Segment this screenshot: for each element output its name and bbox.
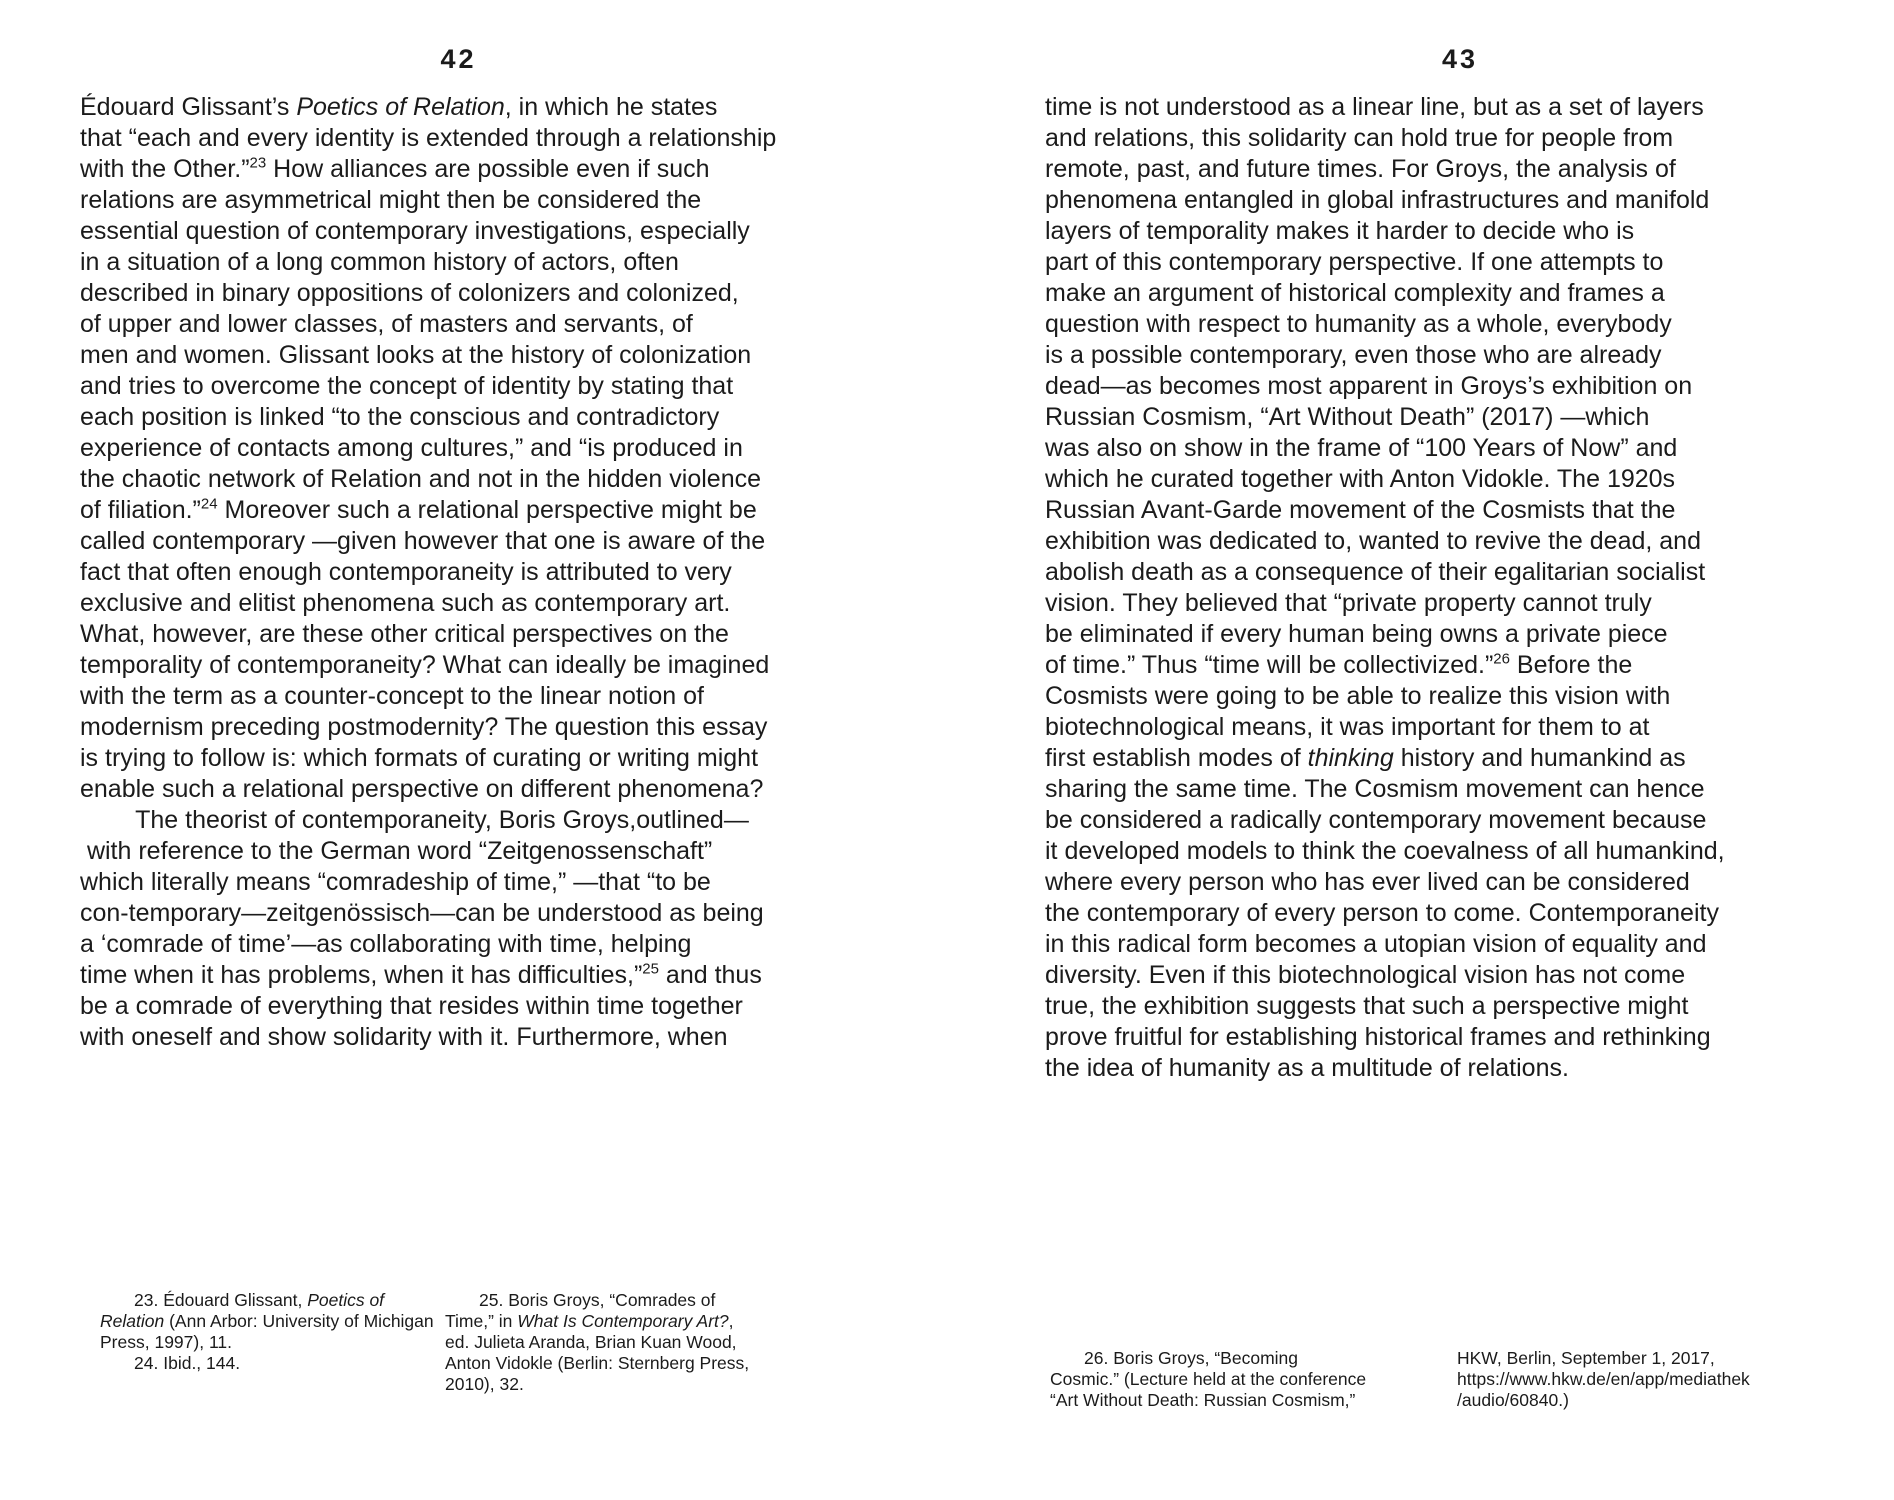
text-line: Cosmists were going to be able to realize this vision with xyxy=(1045,682,1671,710)
text-line: is a possible contemporary, even those who are already xyxy=(1045,341,1662,369)
text-line: first establish modes of thinking history and humankind as xyxy=(1045,744,1686,772)
text-line: is trying to follow is: which formats of curating or writing might xyxy=(80,744,759,772)
text-line: that “each and every identity is extended through a relationship xyxy=(80,124,777,152)
text-line: The theorist of contemporaneity, Boris Groys,outlined— xyxy=(80,806,749,834)
text-line: the contemporary of every person to come. Contemporaneity xyxy=(1045,899,1719,927)
text-line: in this radical form becomes a utopian vision of equality and xyxy=(1045,930,1707,958)
text-line: layers of temporality makes it harder to decide who is xyxy=(1045,217,1635,245)
text-line: HKW, Berlin, September 1, 2017, xyxy=(1457,1348,1715,1368)
text-line: and tries to overcome the concept of identity by stating that xyxy=(80,372,734,400)
text-line: con-temporary—zeitgenössisch—can be understood as being xyxy=(80,899,764,927)
text-line: was also on show in the frame of “100 Years of Now” and xyxy=(1045,434,1678,462)
text-line: /audio/60840.) xyxy=(1457,1390,1569,1410)
text-line: of filiation.”$^{24}$ Moreover such a relational perspective might be xyxy=(80,495,757,524)
text-line: with the Other.”$^{23}$ How alliances are possible even if such xyxy=(80,154,710,183)
text-line: Édouard Glissant’s Poetics of Relation, in which he states xyxy=(80,93,718,121)
text-line: exhibition was dedicated to, wanted to revive the dead, and xyxy=(1045,527,1701,555)
text-line: true, the exhibition suggests that such a perspective might xyxy=(1045,992,1689,1020)
text-line: which he curated together with Anton Vidokle. The 1920s xyxy=(1045,465,1676,493)
text-line: 2010), 32. xyxy=(445,1374,524,1394)
text-line: abolish death as a consequence of their egalitarian socialist xyxy=(1045,558,1706,586)
text-line: dead—as becomes most apparent in Groys’s exhibition on xyxy=(1045,372,1693,400)
text-line: of time.” Thus “time will be collectivized.”$^{26}$ Before the xyxy=(1045,650,1633,679)
text-line: make an argument of historical complexity and frames a xyxy=(1045,279,1665,307)
text-line: Russian Avant-Garde movement of the Cosmists that the xyxy=(1045,496,1676,524)
text-line: of upper and lower classes, of masters and servants, of xyxy=(80,310,693,338)
footnote-column-right-2 xyxy=(1457,1348,1817,1411)
text-line: part of this contemporary perspective. If one attempts to xyxy=(1045,248,1664,276)
footnote-column-left-1 xyxy=(100,1290,435,1374)
text-line: sharing the same time. The Cosmism movement can hence xyxy=(1045,775,1705,803)
text-line: be a comrade of everything that resides within time together xyxy=(80,992,743,1020)
text-line: https://www.hkw.de/en/app/mediathek xyxy=(1457,1369,1750,1389)
text-line: described in binary oppositions of colonizers and colonized, xyxy=(80,279,739,307)
text-line: a ‘comrade of time’—as collaborating with time, helping xyxy=(80,930,692,958)
text-line: it developed models to think the coevalness of all humankind, xyxy=(1045,837,1725,865)
text-line: with oneself and show solidarity with it. Furthermore, when xyxy=(80,1023,728,1051)
text-line: and relations, this solidarity can hold true for people from xyxy=(1045,124,1674,152)
text-line: remote, past, and future times. For Groys, the analysis of xyxy=(1045,155,1676,183)
text-line: temporality of contemporaneity? What can ideally be imagined xyxy=(80,651,770,679)
page-number-right: 43 xyxy=(1441,44,1479,74)
text-line: each position is linked “to the conscious and contradictory xyxy=(80,403,720,431)
text-line: with the term as a counter-concept to the linear notion of xyxy=(80,682,704,710)
text-line: experience of contacts among cultures,” and “is produced in xyxy=(80,434,743,462)
text-line: vision. They believed that “private property cannot truly xyxy=(1045,589,1652,617)
text-line: fact that often enough contemporaneity is attributed to very xyxy=(80,558,732,586)
text-line: be eliminated if every human being owns a private piece xyxy=(1045,620,1668,648)
text-line: with reference to the German word “Zeitgenossenschaft” xyxy=(80,837,713,865)
text-line: 25. Boris Groys, “Comrades of xyxy=(445,1290,716,1310)
text-line: time when it has problems, when it has difficulties,”$^{25}$ and thus xyxy=(80,960,762,989)
text-line: enable such a relational perspective on different phenomena? xyxy=(80,775,764,803)
text-line: prove fruitful for establishing historical frames and rethinking xyxy=(1045,1023,1711,1051)
text-line: “Art Without Death: Russian Cosmism,” xyxy=(1050,1390,1356,1410)
page-43 xyxy=(1045,44,1875,1410)
text-line: relations are asymmetrical might then be considered the xyxy=(80,186,702,214)
text-line: Russian Cosmism, “Art Without Death” (2017) —which xyxy=(1045,403,1650,431)
text-line: where every person who has ever lived can be considered xyxy=(1045,868,1690,896)
text-line: 23. Édouard Glissant, Poetics of xyxy=(100,1290,385,1310)
page-42 xyxy=(80,44,837,1394)
text-line: which literally means “comradeship of time,” —that “to be xyxy=(80,868,711,896)
text-line: Cosmic.” (Lecture held at the conference xyxy=(1050,1369,1367,1389)
text-line: the idea of humanity as a multitude of relations. xyxy=(1045,1054,1569,1082)
text-line: ed. Julieta Aranda, Brian Kuan Wood, xyxy=(445,1332,737,1352)
footnote-column-right-1 xyxy=(1050,1348,1410,1411)
text-line: Time,” in What Is Contemporary Art?, xyxy=(445,1311,734,1331)
text-line: essential question of contemporary investigations, especially xyxy=(80,217,750,245)
text-line: be considered a radically contemporary movement because xyxy=(1045,806,1707,834)
text-line: in a situation of a long common history of actors, often xyxy=(80,248,679,276)
text-line: Relation (Ann Arbor: University of Michigan xyxy=(100,1311,434,1331)
text-line: men and women. Glissant looks at the history of colonization xyxy=(80,341,752,369)
body-text-right xyxy=(1045,92,1875,1084)
text-line: diversity. Even if this biotechnological vision has not come xyxy=(1045,961,1686,989)
text-line: phenomena entangled in global infrastructures and manifold xyxy=(1045,186,1710,214)
text-line: exclusive and elitist phenomena such as contemporary art. xyxy=(80,589,731,617)
text-line: time is not understood as a linear line, but as a set of layers xyxy=(1045,93,1704,121)
text-line: 26. Boris Groys, “Becoming xyxy=(1050,1348,1298,1368)
footnote-column-left-2 xyxy=(445,1290,805,1395)
text-line: the chaotic network of Relation and not in the hidden violence xyxy=(80,465,762,493)
text-line: modernism preceding postmodernity? The question this essay xyxy=(80,713,768,741)
text-line: 24. Ibid., 144. xyxy=(100,1353,241,1373)
text-line: question with respect to humanity as a whole, everybody xyxy=(1045,310,1672,338)
text-line: biotechnological means, it was important for them to at xyxy=(1045,713,1650,741)
body-text-left xyxy=(80,92,837,1053)
text-line: Anton Vidokle (Berlin: Sternberg Press, xyxy=(445,1353,750,1373)
page-number-left: 42 xyxy=(440,44,477,74)
text-line: Press, 1997), 11. xyxy=(100,1332,232,1352)
text-line: called contemporary —given however that one is aware of the xyxy=(80,527,766,555)
text-line: What, however, are these other critical perspectives on the xyxy=(80,620,729,648)
